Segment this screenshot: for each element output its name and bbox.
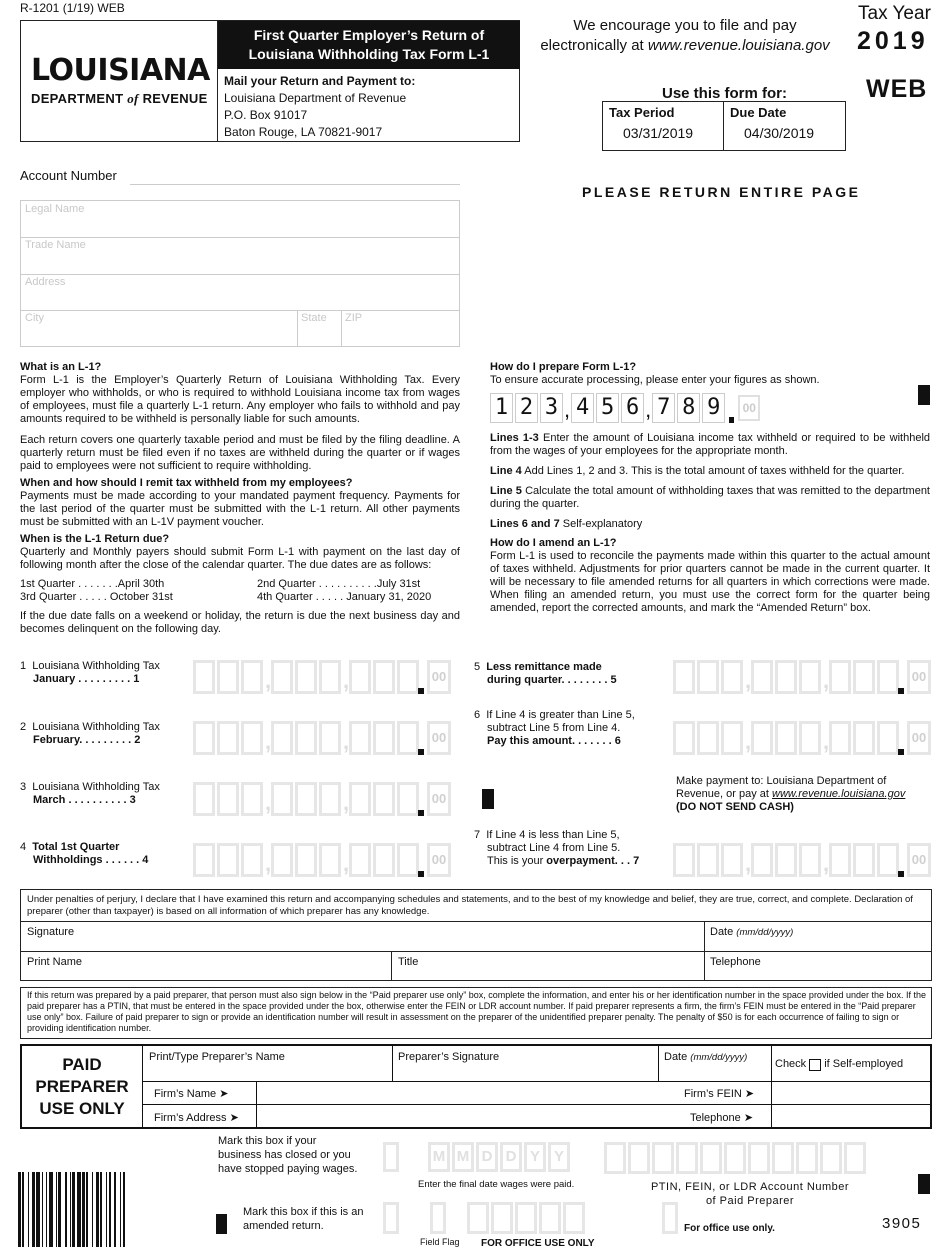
line7-num: 7	[474, 829, 481, 841]
amount-decimal	[418, 749, 424, 755]
amount-digit-cell[interactable]	[295, 660, 317, 694]
line1-num: 1	[20, 660, 27, 672]
ptin-cell[interactable]	[724, 1142, 746, 1174]
amount-comma: ,	[823, 668, 830, 693]
amount-comma: ,	[745, 851, 752, 876]
ptin-cell[interactable]	[628, 1142, 650, 1174]
final-date-cell[interactable]: D	[500, 1142, 522, 1172]
office-use-cell	[467, 1202, 489, 1234]
ptin-cell[interactable]	[676, 1142, 698, 1174]
ptin-cells[interactable]	[604, 1142, 866, 1174]
amount-digit-cell[interactable]	[241, 782, 263, 816]
amount-digit-cell[interactable]	[397, 660, 419, 694]
amount-digit-cell[interactable]	[295, 721, 317, 755]
amount-decimal	[898, 871, 904, 877]
due-date-value: 04/30/2019	[744, 125, 815, 141]
zip-field[interactable]: ZIP	[345, 312, 363, 324]
amount-digit-cell[interactable]	[673, 721, 695, 755]
amount-digit-cell[interactable]	[373, 843, 395, 877]
stopped-wages-checkbox[interactable]	[383, 1142, 399, 1172]
no-cash-note: (DO NOT SEND CASH)	[676, 801, 794, 813]
remit-paragraph: Payments must be made according to your mandated payment frequency. Payments for the last period of the quarter must be submitted with the L-1 return. All other payments must be submitted with an L-1V payment voucher.	[20, 490, 460, 528]
line7-label-block	[474, 829, 639, 868]
registration-mark	[482, 789, 494, 809]
sample-digit: 6	[621, 393, 644, 423]
amount-digit-cell[interactable]	[877, 721, 899, 755]
line4-label: Line 4	[490, 465, 522, 477]
office-use-label: FOR OFFICE USE ONLY	[481, 1238, 595, 1249]
prepare-heading: How do I prepare Form L-1?	[490, 361, 637, 373]
amount-digit-cell[interactable]	[319, 843, 341, 877]
office-use-cells	[467, 1202, 585, 1234]
firm-fein-label: Firm’s FEIN ➤	[684, 1088, 755, 1100]
date-format: (mm/dd/yyyy)	[736, 927, 794, 938]
trade-name-field[interactable]: Trade Name	[25, 239, 86, 251]
amount-digit-cell[interactable]	[397, 843, 419, 877]
amount-digit-cell[interactable]	[673, 843, 695, 877]
ldr-logo	[21, 21, 218, 141]
form-code: R-1201 (1/19) WEB	[20, 1, 125, 15]
registration-mark	[918, 1174, 930, 1194]
due-heading: When is the L-1 Return due?	[20, 533, 170, 545]
amount-digit-cell[interactable]	[397, 721, 419, 755]
barcode	[18, 1172, 178, 1247]
registration-mark	[918, 385, 930, 405]
firm-name-label: Firm’s Name ➤	[154, 1088, 229, 1100]
amount-comma: ,	[265, 668, 272, 693]
ptin-line1: PTIN, FEIN, or LDR Account Number	[650, 1181, 850, 1193]
mail-address	[224, 73, 415, 141]
self-employed-label: if Self-employed	[824, 1058, 904, 1070]
line3-label	[20, 781, 160, 807]
line2-l2: February. . . . . . . . . 2	[33, 734, 141, 746]
instructions-right	[490, 361, 930, 387]
amount-digit-cell[interactable]	[349, 782, 371, 816]
amount-digit-cell[interactable]	[271, 660, 293, 694]
sample-comma: ,	[564, 397, 571, 422]
check-label: Check	[775, 1058, 807, 1070]
efile-line1: We encourage you to file and pay	[573, 17, 797, 34]
line1-l2: January . . . . . . . . . 1	[33, 673, 140, 685]
efile-note	[530, 16, 840, 56]
line1-label	[20, 660, 160, 686]
amount-digit-cell[interactable]	[319, 660, 341, 694]
line3-amount[interactable]	[193, 782, 447, 818]
lines67-label: Lines 6 and 7	[490, 518, 560, 530]
amount-digit-cell[interactable]	[877, 843, 899, 877]
amended-mark	[216, 1214, 227, 1234]
due-paragraph: Quarterly and Monthly payers should submit Form L-1 with payment on the last day of following month after the close of the calendar quarter. The due dates are as follows:	[20, 546, 460, 571]
line6-label-block	[474, 709, 635, 748]
amount-cents[interactable]: 00	[907, 660, 931, 694]
instructions-left	[20, 361, 460, 636]
amount-digit-cell[interactable]	[295, 782, 317, 816]
form-title	[218, 21, 520, 69]
amount-digit-cell[interactable]	[751, 843, 773, 877]
line5-l1: Less remittance made	[486, 661, 602, 673]
amount-digit-cell[interactable]	[217, 843, 239, 877]
weekend-paragraph: If the due date falls on a weekend or holiday, the return is due the next business day and becomes delinquent on the following day.	[20, 610, 460, 635]
amount-digit-cell[interactable]	[241, 721, 263, 755]
amount-digit-cell[interactable]	[829, 721, 851, 755]
office-use-cell	[515, 1202, 537, 1234]
each-paragraph: Each return covers one quarterly taxable period and must be filed by the filing deadline. A quarterly return must be filed even if no taxes are withheld during the quarter or if wages paid to employees were not sufficient to require withholding.	[20, 434, 460, 472]
stopped-line2: business has closed or you	[218, 1149, 351, 1161]
firm-address-label: Firm’s Address ➤	[154, 1112, 239, 1124]
tax-year-label: Tax Year	[858, 3, 931, 24]
mail-line2: P.O. Box 91017	[224, 108, 308, 122]
form-title-line1: First Quarter Employer’s Return of	[253, 27, 485, 43]
tax-year: 2019	[857, 27, 929, 55]
amount-digit-cell[interactable]	[697, 721, 719, 755]
telephone-field[interactable]: Telephone	[710, 956, 761, 968]
sample-digit: 8	[677, 393, 700, 423]
make-payment-note	[676, 775, 905, 814]
use-form-for: Use this form for:	[662, 85, 788, 102]
preparer-note: If this return was prepared by a paid preparer, that person must also sign below in the “Paid preparer use only” box, complete the information, and enter his or her identification number in the space provided under the box. If the paid preparer has a PTIN, that must be entered in the space provided under the box, otherwise enter the FEIN or LDR account number. If paid preparer represents a firm, the firm’s FEIN must be entered in the “Paid preparer use only” box. Failure of paid preparer to sign or provide an identification number will result in assessment on the preparer of the unidentified preparer penalty. The penalty of $50 is for each occurrence of failing to sign or providing identification number.	[27, 990, 927, 1033]
amount-digit-cell[interactable]	[697, 843, 719, 877]
amount-comma: ,	[823, 729, 830, 754]
line4-num: 4	[20, 841, 27, 853]
office-use-box	[662, 1202, 678, 1234]
line7-l3-post: . . 7	[617, 855, 640, 867]
account-number-label: Account Number	[20, 168, 117, 183]
final-date-label: Enter the final date wages were paid.	[418, 1179, 575, 1190]
amount-comma: ,	[343, 790, 350, 815]
logo-sub-of: of	[127, 91, 139, 106]
office-use-cell	[539, 1202, 561, 1234]
line1-amount[interactable]	[193, 660, 447, 696]
sample-digit: 5	[596, 393, 619, 423]
self-employed-check	[775, 1058, 903, 1071]
office-use-cell	[491, 1202, 513, 1234]
due-date-label: Due Date	[730, 105, 787, 120]
amount-digit-cell[interactable]	[697, 660, 719, 694]
line3-l2: March . . . . . . . . . . 3	[33, 794, 136, 806]
sample-digit: 3	[540, 393, 563, 423]
line7-l1: If Line 4 is less than Line 5,	[486, 829, 620, 841]
amount-comma: ,	[343, 668, 350, 693]
ptin-cell[interactable]	[772, 1142, 794, 1174]
amount-digit-cell[interactable]	[751, 721, 773, 755]
amount-digit-cell[interactable]	[349, 721, 371, 755]
amount-digit-cell[interactable]	[799, 843, 821, 877]
amount-comma: ,	[265, 729, 272, 754]
line5-num: 5	[474, 661, 481, 673]
ptin-cell[interactable]	[748, 1142, 770, 1174]
mail-line3: Baton Rouge, LA 70821-9017	[224, 125, 383, 139]
preparer-note-box	[20, 987, 932, 1039]
amount-comma: ,	[265, 790, 272, 815]
sample-digit: 1	[490, 393, 513, 423]
state-field[interactable]: State	[301, 312, 327, 324]
amount-digit-cell[interactable]	[775, 721, 797, 755]
line6-amount[interactable]	[673, 721, 927, 757]
amount-digit-cell[interactable]	[373, 782, 395, 816]
logo-main-text: LOUISIANA	[31, 53, 210, 88]
line3-l1: Louisiana Withholding Tax	[32, 781, 160, 793]
amount-digit-cell[interactable]	[373, 721, 395, 755]
line1-l1: Louisiana Withholding Tax	[32, 660, 160, 672]
amount-digit-cell[interactable]	[373, 660, 395, 694]
address-field[interactable]: Address	[25, 276, 66, 288]
perjury-statement: Under penalties of perjury, I declare that I have examined this return and accompanying schedules and statements, and to the best of my knowledge and belief, they are true, correct, and complete. Declaration of preparer (other than taxpayer) is based on all information of which preparer has any knowledge.	[27, 894, 913, 917]
stopped-wages-note	[218, 1134, 357, 1176]
preparer-date-format: (mm/dd/yyyy)	[690, 1052, 748, 1063]
q3-due: 3rd Quarter . . . . . October 31st	[20, 591, 173, 603]
office-use-label-2: For office use only.	[684, 1223, 775, 1234]
q1-due: 1st Quarter . . . . . . .April 30th	[20, 578, 165, 590]
tax-period-value: 03/31/2019	[623, 125, 694, 141]
lines13-label: Lines 1-3	[490, 432, 539, 444]
amount-digit-cell[interactable]	[877, 660, 899, 694]
amount-cents[interactable]: 00	[427, 660, 451, 694]
amount-decimal	[418, 810, 424, 816]
amount-digit-cell[interactable]	[799, 721, 821, 755]
what-heading: What is an L-1?	[20, 361, 102, 373]
amount-comma: ,	[343, 851, 350, 876]
amount-comma: ,	[343, 729, 350, 754]
amount-cents[interactable]: 00	[907, 721, 931, 755]
paid-preparer-title	[22, 1054, 142, 1120]
line5-label-block	[474, 661, 617, 687]
efile-line2: electronically at	[540, 37, 648, 54]
amount-decimal	[418, 871, 424, 877]
amount-comma: ,	[823, 851, 830, 876]
stopped-line3: have stopped paying wages.	[218, 1163, 358, 1175]
final-date-cells[interactable]	[428, 1142, 570, 1172]
amount-digit-cell[interactable]	[721, 721, 743, 755]
sample-comma: ,	[645, 397, 652, 422]
amount-digit-cell[interactable]	[271, 721, 293, 755]
amount-digit-cell[interactable]	[673, 660, 695, 694]
amount-comma: ,	[745, 729, 752, 754]
prepare-paragraph: To ensure accurate processing, please enter your figures as shown.	[490, 374, 820, 386]
ptin-line2: of Paid Preparer	[705, 1195, 795, 1207]
mail-line1: Louisiana Department of Revenue	[224, 91, 407, 105]
amount-digit-cell[interactable]	[853, 660, 875, 694]
final-date-cell[interactable]: Y	[524, 1142, 546, 1172]
mail-heading: Mail your Return and Payment to:	[224, 74, 416, 88]
tax-period-label: Tax Period	[609, 105, 675, 120]
paid-line3: USE ONLY	[39, 1099, 125, 1118]
firm-telephone-label: Telephone ➤	[690, 1112, 754, 1124]
final-date-cell[interactable]: M	[452, 1142, 474, 1172]
amount-comma: ,	[265, 851, 272, 876]
make-payment-url[interactable]: www.revenue.louisiana.gov	[772, 788, 906, 800]
what-paragraph: Form L-1 is the Employer’s Quarterly Return of Louisiana Withholding Tax. Every employer who withholds, or who is required to withhold Louisiana income tax from wages of employees, must file a quarterly L-1 return. Any employer who fails to withhold and pay amounts required to be withheld is personally liable for such amounts.	[20, 374, 460, 425]
amount-digit-cell[interactable]	[241, 843, 263, 877]
amount-digit-cell[interactable]	[721, 843, 743, 877]
date-label: Date	[710, 926, 737, 938]
amount-digit-cell[interactable]	[853, 721, 875, 755]
amount-digit-cell[interactable]	[853, 843, 875, 877]
make-payment-line1: Make payment to: Louisiana Department of	[676, 775, 887, 787]
line-instructions	[490, 432, 930, 615]
account-number-input[interactable]	[130, 184, 460, 185]
form-title-line2: Louisiana Withholding Tax Form L-1	[248, 46, 490, 62]
barcode-bar	[125, 1172, 126, 1247]
final-date-cell[interactable]: M	[428, 1142, 450, 1172]
ptin-cell[interactable]	[796, 1142, 818, 1174]
amended-note	[243, 1205, 363, 1233]
amended-line2: amended return.	[243, 1220, 324, 1232]
amount-digit-cell[interactable]	[217, 721, 239, 755]
amount-cents[interactable]: 00	[427, 721, 451, 755]
amount-digit-cell[interactable]	[349, 843, 371, 877]
efile-url[interactable]: www.revenue.louisiana.gov	[647, 37, 830, 54]
sample-digits	[490, 393, 760, 423]
remit-heading: When and how should I remit tax withheld from my employees?	[20, 477, 353, 489]
field-flag-box[interactable]	[430, 1202, 446, 1234]
amount-digit-cell[interactable]	[349, 660, 371, 694]
amount-digit-cell[interactable]	[193, 660, 215, 694]
logo-sub-post: REVENUE	[142, 91, 208, 106]
amount-comma: ,	[745, 668, 752, 693]
please-return: PLEASE RETURN ENTIRE PAGE	[582, 184, 861, 200]
amount-digit-cell[interactable]	[775, 660, 797, 694]
amend-paragraph: Form L-1 is used to reconcile the payments made within this quarter to the actual amount of taxes withheld. Adjustments for prior quarters cannot be made in the current quarter. It will be necessary to file amended returns for all quarters in which corrections were made. When filing an amended return, you must use the correct form for the quarter being amended, report the corrected amounts, and mark the “Amended Return” box.	[490, 550, 930, 614]
amended-line1: Mark this box if this is an	[243, 1206, 364, 1218]
city-field[interactable]: City	[25, 312, 44, 324]
sample-cents: 00	[738, 395, 760, 421]
sample-digit: 2	[515, 393, 538, 423]
line2-amount[interactable]	[193, 721, 447, 757]
preparer-date-field[interactable]	[664, 1051, 747, 1064]
amend-heading: How do I amend an L-1?	[490, 537, 617, 549]
line6-l1: If Line 4 is greater than Line 5,	[486, 709, 635, 721]
paid-preparer-box	[20, 1044, 932, 1129]
line4-text: Add Lines 1, 2 and 3. This is the total amount of taxes withheld for the quarter.	[521, 465, 905, 477]
line5-amount[interactable]	[673, 660, 927, 696]
web-label: WEB	[866, 75, 928, 103]
logo-sub-pre: DEPARTMENT	[31, 91, 124, 106]
line4-amount[interactable]	[193, 843, 447, 879]
line5-label: Line 5	[490, 485, 522, 497]
lines13-text: Enter the amount of Louisiana income tax withheld or required to be withheld from the wages of your employees for the appropriate month.	[490, 432, 931, 457]
line6-l3: Pay this amount. . . . . . . 6	[487, 735, 621, 747]
lines67-text: Self-explanatory	[559, 518, 643, 530]
amount-digit-cell[interactable]	[241, 660, 263, 694]
line5-l2: during quarter. . . . . . . . 5	[487, 674, 617, 686]
amount-cents[interactable]: 00	[907, 843, 931, 877]
amount-cents[interactable]: 00	[427, 782, 451, 816]
date-field[interactable]	[710, 926, 793, 939]
ptin-cell[interactable]	[844, 1142, 866, 1174]
amount-digit-cell[interactable]	[319, 721, 341, 755]
line2-l1: Louisiana Withholding Tax	[32, 721, 160, 733]
paid-line1: PAID	[62, 1055, 102, 1074]
amount-digit-cell[interactable]	[217, 660, 239, 694]
amount-digit-cell[interactable]	[193, 721, 215, 755]
line6-num: 6	[474, 709, 481, 721]
ptin-cell[interactable]	[652, 1142, 674, 1174]
amount-digit-cell[interactable]	[829, 843, 851, 877]
line7-l3-bold: overpayment.	[546, 855, 618, 867]
paid-line2: PREPARER	[35, 1077, 129, 1096]
amount-digit-cell[interactable]	[775, 843, 797, 877]
amount-digit-cell[interactable]	[295, 843, 317, 877]
amount-decimal	[418, 688, 424, 694]
line7-l3-pre: This is your	[487, 855, 547, 867]
self-employed-checkbox[interactable]	[809, 1059, 821, 1071]
amount-digit-cell[interactable]	[217, 782, 239, 816]
amount-digit-cell[interactable]	[829, 660, 851, 694]
amount-digit-cell[interactable]	[397, 782, 419, 816]
sample-digit: 4	[571, 393, 594, 423]
logo-sub-text	[31, 91, 208, 107]
office-use-cell	[563, 1202, 585, 1234]
amended-checkbox[interactable]	[383, 1202, 399, 1234]
preparer-signature-field[interactable]: Preparer’s Signature	[398, 1051, 500, 1063]
amount-decimal	[898, 688, 904, 694]
ptin-cell[interactable]	[700, 1142, 722, 1174]
q4-due: 4th Quarter . . . . . January 31, 2020	[257, 591, 432, 603]
line4-label-block	[20, 841, 148, 867]
taxpayer-info-box	[20, 200, 460, 347]
line4-l2: Withholdings . . . . . . 4	[33, 854, 149, 866]
signature-block	[20, 889, 932, 981]
stopped-line1: Mark this box if your	[218, 1135, 317, 1147]
sample-decimal	[729, 417, 734, 423]
amount-decimal	[898, 749, 904, 755]
line6-l2: subtract Line 5 from Line 4.	[487, 722, 621, 734]
final-date-cell[interactable]: Y	[548, 1142, 570, 1172]
signature-field[interactable]: Signature	[27, 926, 75, 938]
amount-digit-cell[interactable]	[751, 660, 773, 694]
field-flag-label: Field Flag	[420, 1237, 460, 1247]
sample-digit: 9	[702, 393, 725, 423]
line5-text: Calculate the total amount of withholding taxes that was remitted to the department during the quarter.	[490, 485, 930, 510]
amount-digit-cell[interactable]	[799, 660, 821, 694]
ptin-cell[interactable]	[604, 1142, 626, 1174]
ptin-cell[interactable]	[820, 1142, 842, 1174]
make-payment-line2: Revenue, or pay at	[676, 788, 773, 800]
amount-digit-cell[interactable]	[721, 660, 743, 694]
title-field[interactable]: Title	[398, 956, 419, 968]
tax-period-box	[602, 101, 846, 151]
q2-due: 2nd Quarter . . . . . . . . . .July 31st	[257, 578, 421, 590]
line4-l1: Total 1st Quarter	[32, 841, 120, 853]
amount-digit-cell[interactable]	[271, 782, 293, 816]
line7-l2: subtract Line 4 from Line 5.	[487, 842, 621, 854]
header-box	[20, 20, 520, 142]
legal-name-field[interactable]: Legal Name	[25, 203, 85, 215]
amount-cents[interactable]: 00	[427, 843, 451, 877]
line3-num: 3	[20, 781, 27, 793]
preparer-date-label: Date	[664, 1051, 691, 1063]
sample-digit: 7	[652, 393, 675, 423]
line2-label	[20, 721, 160, 747]
form-number: 3905	[882, 1215, 922, 1232]
amount-digit-cell[interactable]	[193, 782, 215, 816]
preparer-name-field[interactable]: Print/Type Preparer’s Name	[149, 1051, 285, 1063]
amount-digit-cell[interactable]	[193, 843, 215, 877]
amount-digit-cell[interactable]	[271, 843, 293, 877]
line7-amount[interactable]	[673, 843, 927, 879]
print-name-field[interactable]: Print Name	[27, 956, 83, 968]
amount-digit-cell[interactable]	[319, 782, 341, 816]
final-date-cell[interactable]: D	[476, 1142, 498, 1172]
line2-num: 2	[20, 721, 27, 733]
